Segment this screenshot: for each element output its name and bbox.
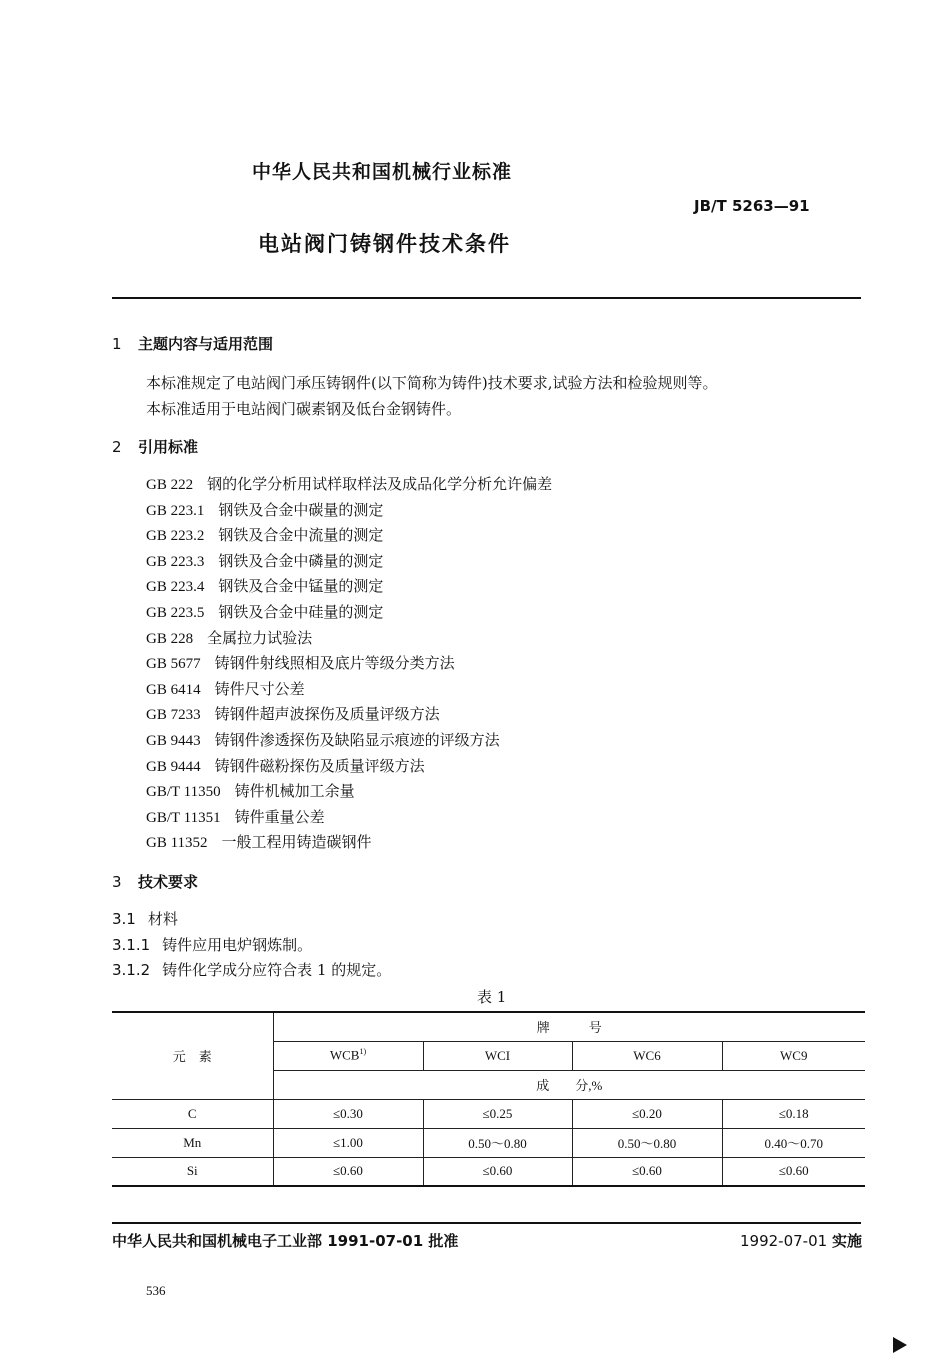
grade-cell: WC9 bbox=[722, 1041, 865, 1070]
reference-item bbox=[146, 601, 383, 622]
reference-title: 钢铁及合金中锰量的测定 bbox=[218, 577, 384, 595]
reference-item bbox=[146, 831, 372, 852]
table-caption: 表 1 bbox=[477, 988, 507, 1006]
reference-code: GB/T 11350 bbox=[146, 784, 221, 800]
section-title: 主题内容与适用范围 bbox=[138, 335, 274, 353]
grade-cell: WC6 bbox=[572, 1041, 722, 1070]
element-cell: Mn bbox=[112, 1128, 273, 1157]
value-cell: 0.40～0.70 bbox=[722, 1128, 865, 1157]
reference-code: GB 223.1 bbox=[146, 503, 205, 519]
value-cell: ≤0.60 bbox=[572, 1157, 722, 1186]
approval-line: 中华人民共和国机械电子工业部 1991-07-01 批准 bbox=[112, 1232, 459, 1250]
grade-cell: WCI bbox=[423, 1041, 572, 1070]
reference-code: GB 223.4 bbox=[146, 579, 205, 595]
corner-arrow-mark bbox=[893, 1337, 907, 1353]
reference-title: 铸钢件射线照相及底片等级分类方法 bbox=[214, 654, 455, 672]
element-cell: C bbox=[112, 1099, 273, 1128]
footnote-mark: 1) bbox=[359, 1047, 367, 1057]
value-cell: 0.50～0.80 bbox=[572, 1128, 722, 1157]
reference-code: GB 223.5 bbox=[146, 605, 205, 621]
subsection-3-1 bbox=[112, 908, 178, 929]
reference-code: GB 5677 bbox=[146, 656, 201, 672]
element-header: 元 素 bbox=[112, 1012, 273, 1099]
reference-item bbox=[146, 524, 383, 545]
reference-code: GB 223.2 bbox=[146, 528, 205, 544]
page-number: 536 bbox=[146, 1283, 166, 1298]
reference-item bbox=[146, 806, 325, 827]
value-cell: ≤0.60 bbox=[273, 1157, 423, 1186]
section-3-heading bbox=[112, 871, 198, 892]
reference-item bbox=[146, 678, 305, 699]
table-row bbox=[112, 1157, 865, 1186]
implementation-date: 1992-07-01 bbox=[740, 1232, 828, 1250]
header-divider bbox=[112, 297, 861, 299]
reference-title: 铸钢件渗透探伤及缺陷显示痕迹的评级方法 bbox=[214, 731, 500, 749]
subsection-text: 铸件应用电炉钢炼制。 bbox=[162, 936, 313, 954]
reference-title: 钢铁及合金中流量的测定 bbox=[218, 526, 384, 544]
subsection-number: 3.1 bbox=[112, 910, 136, 928]
reference-code: GB 223.3 bbox=[146, 554, 205, 570]
value-cell: ≤0.20 bbox=[572, 1099, 722, 1128]
reference-item bbox=[146, 703, 440, 724]
composition-table bbox=[112, 1011, 865, 1187]
section-title: 技术要求 bbox=[138, 873, 199, 891]
reference-item bbox=[146, 652, 455, 673]
grade-cell bbox=[273, 1041, 423, 1070]
reference-item bbox=[146, 729, 500, 750]
reference-item bbox=[146, 550, 383, 571]
paragraph: 本标准适用于电站阀门碳素钢及低台金钢铸件。 bbox=[146, 400, 462, 418]
reference-code: GB 11352 bbox=[146, 835, 208, 851]
paragraph: 本标准规定了电站阀门承压铸钢件(以下简称为铸件)技术要求,试验方法和检验规则等。 bbox=[146, 374, 718, 392]
unit-header: 成 分,% bbox=[273, 1070, 865, 1099]
reference-item bbox=[146, 575, 383, 596]
value-cell: 0.50～0.80 bbox=[423, 1128, 572, 1157]
reference-item bbox=[146, 499, 383, 520]
reference-title: 钢的化学分析用试样取样法及成品化学分析允许偏差 bbox=[207, 475, 553, 493]
section-number: 3 bbox=[112, 873, 122, 891]
reference-title: 钢铁及合金中硅量的测定 bbox=[218, 603, 384, 621]
section-title: 引用标准 bbox=[138, 438, 199, 456]
subsection-number: 3.1.1 bbox=[112, 936, 151, 954]
subsection-number: 3.1.2 bbox=[112, 961, 151, 979]
section-number: 2 bbox=[112, 438, 122, 456]
value-cell: ≤0.60 bbox=[722, 1157, 865, 1186]
section-2-heading bbox=[112, 436, 198, 457]
reference-item bbox=[146, 473, 552, 494]
reference-title: 钢铁及合金中磷量的测定 bbox=[218, 552, 384, 570]
reference-title: 铸件尺寸公差 bbox=[214, 680, 305, 698]
reference-code: GB 9444 bbox=[146, 759, 201, 775]
reference-title: 铸件机械加工余量 bbox=[234, 782, 355, 800]
value-cell: ≤0.60 bbox=[423, 1157, 572, 1186]
value-cell: ≤0.30 bbox=[273, 1099, 423, 1128]
section-1-heading bbox=[112, 333, 273, 354]
reference-item bbox=[146, 780, 355, 801]
implementation-label: 实施 bbox=[831, 1232, 862, 1250]
reference-title: 铸钢件超声波探伤及质量评级方法 bbox=[214, 705, 440, 723]
reference-code: GB 222 bbox=[146, 477, 194, 493]
table-row bbox=[112, 1128, 865, 1157]
reference-item bbox=[146, 627, 312, 648]
subsection-text: 材料 bbox=[147, 910, 178, 928]
subsection-text: 铸件化学成分应符合表 1 的规定。 bbox=[162, 961, 392, 979]
reference-title: 一般工程用铸造碳钢件 bbox=[221, 833, 372, 851]
subsection-3-1-1 bbox=[112, 934, 312, 955]
reference-title: 全属拉力试验法 bbox=[207, 629, 313, 647]
reference-code: GB 228 bbox=[146, 631, 194, 647]
value-cell: ≤0.18 bbox=[722, 1099, 865, 1128]
reference-code: GB 7233 bbox=[146, 707, 201, 723]
value-cell: ≤1.00 bbox=[273, 1128, 423, 1157]
grade-header: 牌 号 bbox=[273, 1012, 865, 1041]
reference-title: 铸钢件磁粉探伤及质量评级方法 bbox=[214, 757, 425, 775]
reference-code: GB 9443 bbox=[146, 733, 201, 749]
reference-code: GB 6414 bbox=[146, 682, 201, 698]
footer-divider bbox=[112, 1222, 861, 1224]
document-title: 电站阀门铸钢件技术条件 bbox=[258, 232, 511, 256]
reference-code: GB/T 11351 bbox=[146, 810, 221, 826]
reference-title: 铸件重量公差 bbox=[234, 808, 325, 826]
standard-org-title: 中华人民共和国机械行业标准 bbox=[252, 161, 513, 183]
section-number: 1 bbox=[112, 335, 122, 353]
value-cell: ≤0.25 bbox=[423, 1099, 572, 1128]
reference-item bbox=[146, 755, 425, 776]
element-cell: Si bbox=[112, 1157, 273, 1186]
table-row bbox=[112, 1099, 865, 1128]
implementation-line bbox=[740, 1230, 862, 1251]
grade-name: WCB bbox=[329, 1047, 360, 1063]
standard-code: JB/T 5263—91 bbox=[694, 197, 810, 215]
subsection-3-1-2 bbox=[112, 959, 391, 980]
reference-title: 钢铁及合金中碳量的测定 bbox=[218, 501, 384, 519]
